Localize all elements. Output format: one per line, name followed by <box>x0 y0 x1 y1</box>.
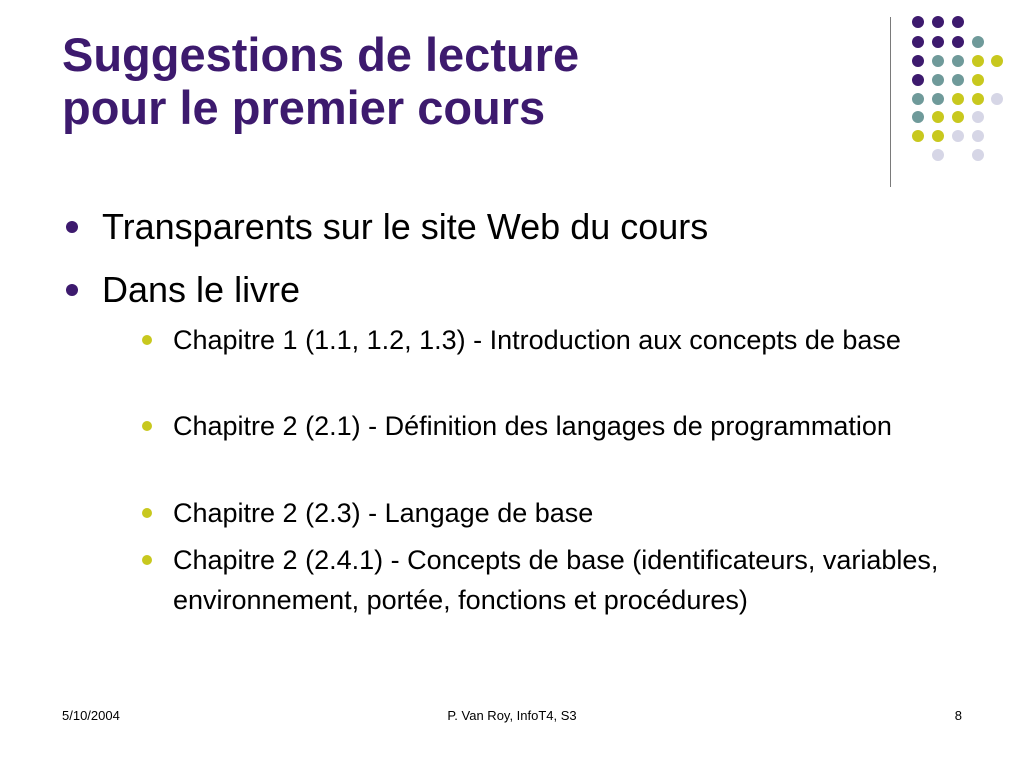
sub-item-chapitre-2-4-1: Chapitre 2 (2.4.1) - Concepts de base (identificateurs, variables, environnement, portée, fonctions et procédures) <box>173 545 939 615</box>
bullet-item-transparents: Transparents sur le site Web du cours <box>102 206 709 247</box>
bullet-dot <box>66 284 78 296</box>
slide-title-line-2: pour le premier cours <box>62 81 546 134</box>
sub-bullet-dot <box>142 335 152 345</box>
sub-item-chapitre-1: Chapitre 1 (1.1, 1.2, 1.3) - Introduction aux concepts de base <box>173 325 901 355</box>
footer-date: 5/10/2004 <box>62 708 120 723</box>
sub-bullet-dot <box>142 508 152 518</box>
sub-bullet-dot <box>142 421 152 431</box>
footer-page-number: 8 <box>954 708 962 723</box>
slide-title-line-1: Suggestions de lecture <box>62 28 580 81</box>
bullet-dot <box>66 221 78 233</box>
sub-bullet-dot <box>142 555 152 565</box>
sub-item-chapitre-2-3: Chapitre 2 (2.3) - Langage de base <box>173 498 594 528</box>
bullet-item-livre: Dans le livre <box>102 269 301 310</box>
sub-item-chapitre-2-1: Chapitre 2 (2.1) - Définition des langages de programmation <box>173 411 892 441</box>
footer-author: P. Van Roy, InfoT4, S3 <box>447 708 577 723</box>
